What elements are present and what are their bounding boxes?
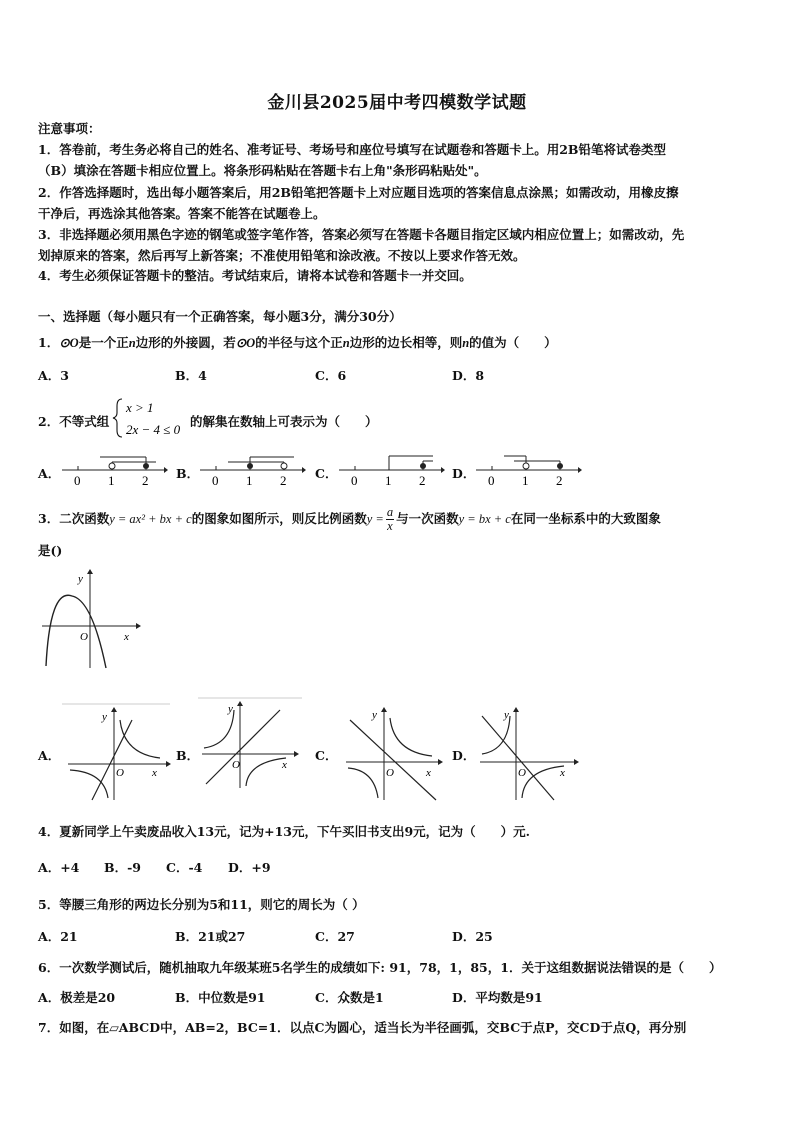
question-2-suffix: 的解集在数轴上可表示为（ ） <box>190 414 378 429</box>
svg-text:x: x <box>152 767 157 779</box>
question-7-stem: 7．如图，在▱ABCD中，AB=2，BC=1．以点C为圆心，适当长为半径画弧，交BC于点P，交CD于点Q，再分别 <box>38 1020 687 1035</box>
svg-text:y: y <box>228 703 233 715</box>
svg-text:O: O <box>232 759 240 771</box>
q2-option-b-label[interactable]: B． <box>176 466 200 481</box>
notes-heading: 注意事项： <box>38 121 101 136</box>
svg-text:y: y <box>102 711 107 723</box>
q3-parabola-figure <box>38 568 142 672</box>
question-2-prefix: 2．不等式组 <box>38 414 110 429</box>
q5-option-d[interactable]: D．25 <box>452 929 493 944</box>
question-4-stem: 4．夏新同学上午卖废品收入13元，记为+13元，下午买旧书支出9元，记为（ ）元. <box>38 824 531 839</box>
q6-option-d[interactable]: D．平均数是91 <box>452 990 543 1005</box>
q3-option-c-label[interactable]: C． <box>315 748 338 763</box>
q6-option-c[interactable]: C．众数是1 <box>315 990 384 1005</box>
q5-option-b[interactable]: B．21或27 <box>175 929 246 944</box>
q2-number-line-a[interactable] <box>60 452 168 488</box>
q2-number-line-c[interactable] <box>337 452 445 488</box>
note-line: 3．非选择题必须用黑色字迹的钢笔或签字笔作答，答案必须写在答题卡各题目指定区域内相应位置上；如需改动，先 <box>38 227 685 242</box>
note-line: （B）填涂在答题卡相应位置上。将条形码粘贴在答题卡右上角"条形码粘贴处"。 <box>38 163 487 178</box>
q2-option-c-label[interactable]: C． <box>315 466 338 481</box>
question-3-stem: 3．二次函数y = ax² + bx + c的图象如图所示，则反比例函数y = $\frac{a}{x}$ 与一次函数y = bx + c在同一坐标系中的大致图象 <box>38 505 661 533</box>
svg-text:2: 2 <box>556 473 563 488</box>
svg-text:O: O <box>116 767 124 779</box>
svg-text:y: y <box>78 573 83 585</box>
svg-text:0: 0 <box>212 473 219 488</box>
note-line: 4．考生必须保证答题卡的整洁。考试结束后，请将本试卷和答题卡一并交回。 <box>38 268 472 283</box>
q2-number-line-d[interactable] <box>474 452 582 488</box>
q3-graph-b[interactable] <box>198 696 304 790</box>
inequality-system <box>112 396 192 440</box>
note-line: 1．答卷前，考生务必将自己的姓名、准考证号、考场号和座位号填写在试题卷和答题卡上。用2B铅笔将试卷类型 <box>38 142 666 157</box>
svg-text:2: 2 <box>142 473 149 488</box>
q5-option-c[interactable]: C．27 <box>315 929 355 944</box>
svg-text:O: O <box>80 631 88 643</box>
svg-text:2: 2 <box>280 473 287 488</box>
q6-option-a[interactable]: A．极差是20 <box>38 990 116 1005</box>
question-5-stem: 5．等腰三角形的两边长分别为5和11，则它的周长为（ ） <box>38 897 365 912</box>
section-heading: 一、选择题（每小题只有一个正确答案，每小题3分，满分30分） <box>38 309 402 324</box>
page-title: 金川县2025届中考四模数学试题 <box>267 93 527 113</box>
inequality-1: x > 1 <box>126 400 154 415</box>
svg-text:y: y <box>504 709 509 721</box>
question-6-stem: 6．一次数学测试后，随机抽取九年级某班5名学生的成绩如下: 91，78，1，85，1．关于这组数据说法错误的是（ ） <box>38 960 722 975</box>
svg-text:x: x <box>426 767 431 779</box>
svg-text:1: 1 <box>108 473 115 488</box>
svg-text:O: O <box>386 767 394 779</box>
q4-option-c[interactable]: C．-4 <box>166 860 203 875</box>
note-line: 划掉原来的答案，然后再写上新答案；不准使用铅笔和涂改液。不按以上要求作答无效。 <box>38 248 526 263</box>
q3-option-d-label[interactable]: D． <box>452 748 476 763</box>
q3-option-a-label[interactable]: A． <box>38 748 61 763</box>
svg-text:1: 1 <box>385 473 392 488</box>
note-line: 干净后，再选涂其他答案。答案不能答在试题卷上。 <box>38 206 326 221</box>
question-3-stem-end: 是() <box>38 543 63 558</box>
q1-option-b[interactable]: B．4 <box>175 368 207 383</box>
q2-number-line-b[interactable] <box>198 452 306 488</box>
q6-option-b[interactable]: B．中位数是91 <box>175 990 266 1005</box>
q3-graph-a[interactable] <box>62 702 174 802</box>
brace-icon <box>113 399 122 437</box>
q4-option-b[interactable]: B．-9 <box>104 860 141 875</box>
inequality-2: 2x − 4 ≤ 0 <box>126 422 181 437</box>
svg-text:0: 0 <box>488 473 495 488</box>
svg-text:1: 1 <box>246 473 253 488</box>
svg-text:O: O <box>518 767 526 779</box>
svg-text:y: y <box>372 709 377 721</box>
note-line: 2．作答选择题时，选出每小题答案后，用2B铅笔把答题卡上对应题目选项的答案信息点涂黑；如需改动，用橡皮擦 <box>38 185 679 200</box>
svg-text:0: 0 <box>351 473 358 488</box>
svg-text:x: x <box>124 631 129 643</box>
q3-graph-d[interactable] <box>474 702 580 802</box>
q4-option-d[interactable]: D．+9 <box>228 860 271 875</box>
svg-text:0: 0 <box>74 473 81 488</box>
svg-text:1: 1 <box>522 473 529 488</box>
q4-option-a[interactable]: A．+4 <box>38 860 80 875</box>
q1-option-c[interactable]: C．6 <box>315 368 347 383</box>
svg-text:x: x <box>282 759 287 771</box>
q1-option-d[interactable]: D．8 <box>452 368 485 383</box>
q3-option-b-label[interactable]: B． <box>176 748 200 763</box>
svg-text:x: x <box>560 767 565 779</box>
question-1-stem: 1．⊙O是一个正n边形的外接圆，若⊙O的半径与这个正n边形的边长相等，则n的值为（ ） <box>38 335 557 350</box>
q1-option-a[interactable]: A．3 <box>38 368 69 383</box>
q3-graph-c[interactable] <box>340 702 444 802</box>
svg-text:2: 2 <box>419 473 426 488</box>
q2-option-a-label[interactable]: A． <box>38 466 61 481</box>
q2-option-d-label[interactable]: D． <box>452 466 476 481</box>
q5-option-a[interactable]: A．21 <box>38 929 78 944</box>
